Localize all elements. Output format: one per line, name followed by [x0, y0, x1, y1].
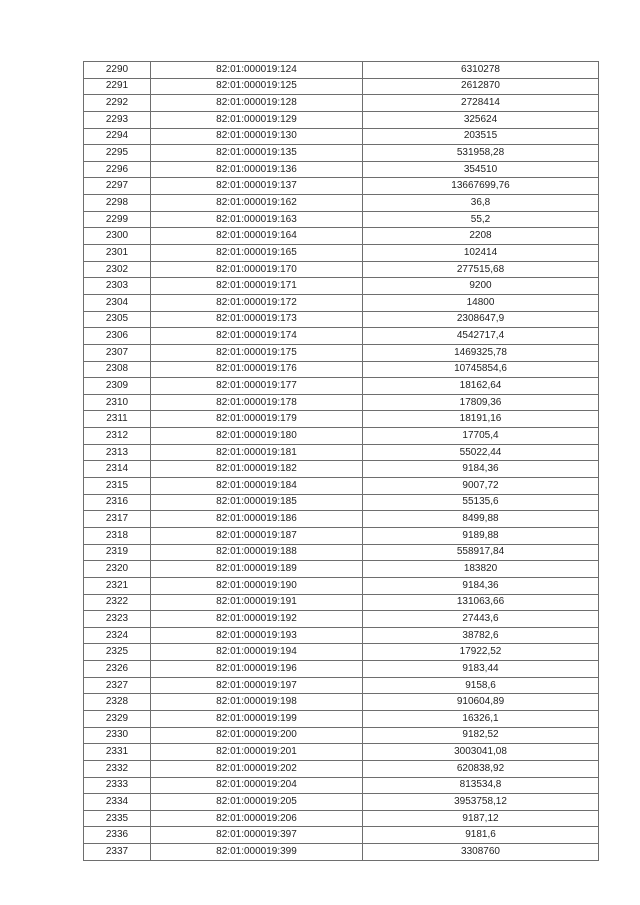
- table-row: [84, 777, 599, 794]
- row-number-cell: 2304: [84, 294, 151, 311]
- row-number-cell: 2293: [84, 111, 151, 128]
- table-row: [84, 461, 599, 478]
- row-number-cell: 2306: [84, 328, 151, 345]
- cadastral-value-cell: 6310278: [363, 62, 599, 79]
- cadastral-number-cell: 82:01:000019:181: [151, 444, 363, 461]
- row-number-cell: 2297: [84, 178, 151, 195]
- table-row: [84, 261, 599, 278]
- cadastral-value-cell: 18191,16: [363, 411, 599, 428]
- cadastral-value-cell: 18162,64: [363, 378, 599, 395]
- table-row: [84, 328, 599, 345]
- cadastral-number-cell: 82:01:000019:204: [151, 777, 363, 794]
- cadastral-number-cell: 82:01:000019:175: [151, 344, 363, 361]
- cadastral-number-cell: 82:01:000019:128: [151, 95, 363, 112]
- cadastral-value-cell: 102414: [363, 245, 599, 262]
- table-row: [84, 178, 599, 195]
- cadastral-value-cell: 3003041,08: [363, 744, 599, 761]
- cadastral-value-cell: 203515: [363, 128, 599, 145]
- cadastral-value-cell: 4542717,4: [363, 328, 599, 345]
- table-row: [84, 128, 599, 145]
- table-row: [84, 62, 599, 79]
- row-number-cell: 2316: [84, 494, 151, 511]
- row-number-cell: 2330: [84, 727, 151, 744]
- table-row: [84, 161, 599, 178]
- table-row: [84, 195, 599, 212]
- table-row: [84, 661, 599, 678]
- row-number-cell: 2332: [84, 760, 151, 777]
- table-row: [84, 827, 599, 844]
- cadastral-number-cell: 82:01:000019:185: [151, 494, 363, 511]
- row-number-cell: 2334: [84, 794, 151, 811]
- cadastral-number-cell: 82:01:000019:129: [151, 111, 363, 128]
- cadastral-value-cell: 9182,52: [363, 727, 599, 744]
- cadastral-number-cell: 82:01:000019:180: [151, 428, 363, 445]
- cadastral-value-cell: 354510: [363, 161, 599, 178]
- row-number-cell: 2296: [84, 161, 151, 178]
- cadastral-value-cell: 16326,1: [363, 710, 599, 727]
- table-row: [84, 245, 599, 262]
- cadastral-value-table: [83, 61, 599, 861]
- table-row: [84, 611, 599, 628]
- cadastral-number-cell: 82:01:000019:197: [151, 677, 363, 694]
- cadastral-value-cell: 9183,44: [363, 661, 599, 678]
- cadastral-number-cell: 82:01:000019:172: [151, 294, 363, 311]
- cadastral-value-cell: 813534,8: [363, 777, 599, 794]
- table-row: [84, 111, 599, 128]
- row-number-cell: 2328: [84, 694, 151, 711]
- row-number-cell: 2310: [84, 394, 151, 411]
- row-number-cell: 2323: [84, 611, 151, 628]
- table-row: [84, 727, 599, 744]
- cadastral-value-cell: 9184,36: [363, 577, 599, 594]
- cadastral-number-cell: 82:01:000019:125: [151, 78, 363, 95]
- cadastral-value-cell: 9007,72: [363, 478, 599, 495]
- table-row: [84, 677, 599, 694]
- cadastral-number-cell: 82:01:000019:201: [151, 744, 363, 761]
- table-row: [84, 428, 599, 445]
- cadastral-number-cell: 82:01:000019:397: [151, 827, 363, 844]
- row-number-cell: 2331: [84, 744, 151, 761]
- cadastral-number-cell: 82:01:000019:188: [151, 544, 363, 561]
- cadastral-value-cell: 38782,6: [363, 627, 599, 644]
- cadastral-number-cell: 82:01:000019:202: [151, 760, 363, 777]
- row-number-cell: 2305: [84, 311, 151, 328]
- row-number-cell: 2295: [84, 145, 151, 162]
- cadastral-value-cell: 325624: [363, 111, 599, 128]
- table-row: [84, 561, 599, 578]
- table-row: [84, 478, 599, 495]
- table-row: [84, 378, 599, 395]
- cadastral-value-cell: 2208: [363, 228, 599, 245]
- cadastral-number-cell: 82:01:000019:206: [151, 810, 363, 827]
- cadastral-value-cell: 55022,44: [363, 444, 599, 461]
- cadastral-value-cell: 9187,12: [363, 810, 599, 827]
- row-number-cell: 2324: [84, 627, 151, 644]
- row-number-cell: 2311: [84, 411, 151, 428]
- cadastral-number-cell: 82:01:000019:177: [151, 378, 363, 395]
- table-row: [84, 494, 599, 511]
- row-number-cell: 2329: [84, 710, 151, 727]
- table-row: [84, 95, 599, 112]
- cadastral-value-cell: 531958,28: [363, 145, 599, 162]
- cadastral-number-cell: 82:01:000019:194: [151, 644, 363, 661]
- cadastral-value-cell: 2308647,9: [363, 311, 599, 328]
- cadastral-value-cell: 14800: [363, 294, 599, 311]
- cadastral-value-cell: 17922,52: [363, 644, 599, 661]
- row-number-cell: 2326: [84, 661, 151, 678]
- table-row: [84, 278, 599, 295]
- cadastral-value-cell: 3308760: [363, 844, 599, 861]
- cadastral-value-cell: 55,2: [363, 211, 599, 228]
- cadastral-value-cell: 9189,88: [363, 527, 599, 544]
- row-number-cell: 2292: [84, 95, 151, 112]
- row-number-cell: 2318: [84, 527, 151, 544]
- table-row: [84, 311, 599, 328]
- cadastral-number-cell: 82:01:000019:170: [151, 261, 363, 278]
- cadastral-number-cell: 82:01:000019:163: [151, 211, 363, 228]
- cadastral-value-cell: 8499,88: [363, 511, 599, 528]
- table-row: [84, 577, 599, 594]
- row-number-cell: 2317: [84, 511, 151, 528]
- cadastral-value-cell: 17809,36: [363, 394, 599, 411]
- row-number-cell: 2335: [84, 810, 151, 827]
- cadastral-number-cell: 82:01:000019:171: [151, 278, 363, 295]
- table-row: [84, 594, 599, 611]
- cadastral-number-cell: 82:01:000019:178: [151, 394, 363, 411]
- cadastral-value-cell: 36,8: [363, 195, 599, 212]
- cadastral-number-cell: 82:01:000019:191: [151, 594, 363, 611]
- cadastral-number-cell: 82:01:000019:130: [151, 128, 363, 145]
- row-number-cell: 2325: [84, 644, 151, 661]
- row-number-cell: 2290: [84, 62, 151, 79]
- cadastral-value-cell: 9181,6: [363, 827, 599, 844]
- table-row: [84, 527, 599, 544]
- row-number-cell: 2336: [84, 827, 151, 844]
- cadastral-value-cell: 910604,89: [363, 694, 599, 711]
- cadastral-value-cell: 620838,92: [363, 760, 599, 777]
- cadastral-value-cell: 131063,66: [363, 594, 599, 611]
- table-row: [84, 844, 599, 861]
- row-number-cell: 2299: [84, 211, 151, 228]
- cadastral-number-cell: 82:01:000019:187: [151, 527, 363, 544]
- cadastral-value-cell: 3953758,12: [363, 794, 599, 811]
- row-number-cell: 2337: [84, 844, 151, 861]
- row-number-cell: 2302: [84, 261, 151, 278]
- cadastral-number-cell: 82:01:000019:200: [151, 727, 363, 744]
- table-row: [84, 627, 599, 644]
- cadastral-number-cell: 82:01:000019:135: [151, 145, 363, 162]
- cadastral-number-cell: 82:01:000019:192: [151, 611, 363, 628]
- row-number-cell: 2291: [84, 78, 151, 95]
- cadastral-number-cell: 82:01:000019:162: [151, 195, 363, 212]
- row-number-cell: 2322: [84, 594, 151, 611]
- cadastral-value-cell: 10745854,6: [363, 361, 599, 378]
- cadastral-value-cell: 9158,6: [363, 677, 599, 694]
- table-row: [84, 394, 599, 411]
- cadastral-value-cell: 2728414: [363, 95, 599, 112]
- table-row: [84, 744, 599, 761]
- row-number-cell: 2321: [84, 577, 151, 594]
- table-row: [84, 694, 599, 711]
- row-number-cell: 2309: [84, 378, 151, 395]
- cadastral-number-cell: 82:01:000019:190: [151, 577, 363, 594]
- table-row: [84, 810, 599, 827]
- row-number-cell: 2308: [84, 361, 151, 378]
- row-number-cell: 2301: [84, 245, 151, 262]
- table-row: [84, 361, 599, 378]
- row-number-cell: 2319: [84, 544, 151, 561]
- table-row: [84, 794, 599, 811]
- cadastral-number-cell: 82:01:000019:198: [151, 694, 363, 711]
- row-number-cell: 2327: [84, 677, 151, 694]
- row-number-cell: 2312: [84, 428, 151, 445]
- table-row: [84, 544, 599, 561]
- row-number-cell: 2298: [84, 195, 151, 212]
- cadastral-number-cell: 82:01:000019:174: [151, 328, 363, 345]
- cadastral-value-cell: 55135,6: [363, 494, 599, 511]
- cadastral-value-cell: 558917,84: [363, 544, 599, 561]
- cadastral-number-cell: 82:01:000019:199: [151, 710, 363, 727]
- row-number-cell: 2315: [84, 478, 151, 495]
- table-row: [84, 145, 599, 162]
- table-row: [84, 411, 599, 428]
- cadastral-number-cell: 82:01:000019:205: [151, 794, 363, 811]
- table-row: [84, 644, 599, 661]
- row-number-cell: 2300: [84, 228, 151, 245]
- cadastral-number-cell: 82:01:000019:136: [151, 161, 363, 178]
- cadastral-number-cell: 82:01:000019:186: [151, 511, 363, 528]
- cadastral-number-cell: 82:01:000019:124: [151, 62, 363, 79]
- table-row: [84, 211, 599, 228]
- cadastral-number-cell: 82:01:000019:137: [151, 178, 363, 195]
- cadastral-number-cell: 82:01:000019:193: [151, 627, 363, 644]
- cadastral-value-cell: 17705,4: [363, 428, 599, 445]
- cadastral-number-cell: 82:01:000019:182: [151, 461, 363, 478]
- table-row: [84, 78, 599, 95]
- row-number-cell: 2307: [84, 344, 151, 361]
- cadastral-number-cell: 82:01:000019:173: [151, 311, 363, 328]
- table-row: [84, 710, 599, 727]
- cadastral-value-cell: 9200: [363, 278, 599, 295]
- cadastral-value-cell: 2612870: [363, 78, 599, 95]
- cadastral-number-cell: 82:01:000019:399: [151, 844, 363, 861]
- table-body: [84, 62, 599, 861]
- cadastral-number-cell: 82:01:000019:184: [151, 478, 363, 495]
- table-row: [84, 344, 599, 361]
- row-number-cell: 2333: [84, 777, 151, 794]
- cadastral-value-cell: 9184,36: [363, 461, 599, 478]
- table-row: [84, 760, 599, 777]
- table-row: [84, 228, 599, 245]
- row-number-cell: 2313: [84, 444, 151, 461]
- cadastral-value-cell: 1469325,78: [363, 344, 599, 361]
- cadastral-number-cell: 82:01:000019:189: [151, 561, 363, 578]
- cadastral-value-cell: 27443,6: [363, 611, 599, 628]
- cadastral-number-cell: 82:01:000019:165: [151, 245, 363, 262]
- cadastral-value-cell: 183820: [363, 561, 599, 578]
- row-number-cell: 2320: [84, 561, 151, 578]
- row-number-cell: 2314: [84, 461, 151, 478]
- row-number-cell: 2294: [84, 128, 151, 145]
- cadastral-value-cell: 13667699,76: [363, 178, 599, 195]
- row-number-cell: 2303: [84, 278, 151, 295]
- table-row: [84, 511, 599, 528]
- cadastral-number-cell: 82:01:000019:164: [151, 228, 363, 245]
- cadastral-number-cell: 82:01:000019:196: [151, 661, 363, 678]
- table-row: [84, 294, 599, 311]
- cadastral-value-cell: 277515,68: [363, 261, 599, 278]
- table-row: [84, 444, 599, 461]
- cadastral-number-cell: 82:01:000019:176: [151, 361, 363, 378]
- cadastral-number-cell: 82:01:000019:179: [151, 411, 363, 428]
